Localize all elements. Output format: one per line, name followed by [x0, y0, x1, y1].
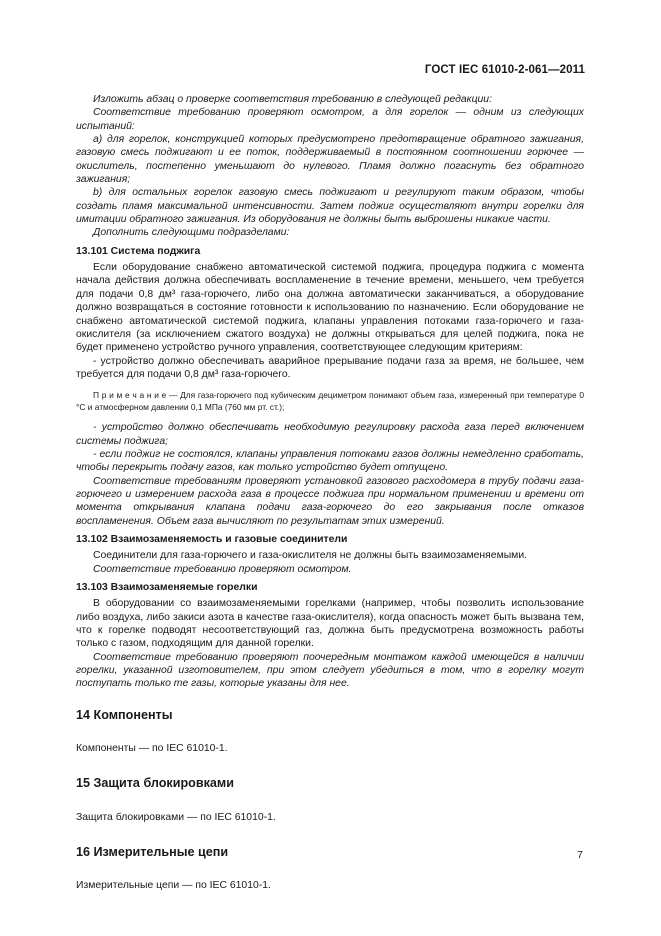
paragraph: - если поджиг не состоялся, клапаны управления потоками газов должны немедленно сработать, чтобы перекрыть подачу газов, как только устройство будет отпущено. [76, 448, 584, 474]
document-code: ГОСТ IEC 61010-2-061—2011 [424, 64, 585, 76]
paragraph: Соответствие требованию проверяют осмотром. [93, 563, 352, 575]
section-heading: 15 Защита блокировками [76, 776, 234, 791]
body-text [76, 93, 584, 893]
paragraph: - устройство должно обеспечивать необходимую регулировку расхода газа перед включением системы поджига; [76, 422, 584, 447]
section-heading: 14 Компоненты [76, 707, 173, 722]
paragraph: - устройство должно обеспечивать аварийное прерывание подачи газа за время, не большее, чем требуется для подачи 0,8 дм³ газа-горючего. [76, 355, 584, 380]
note: П р и м е ч а н и е — Для газа-горючего под кубическим дециметром понимают объем газа, измеренный при температуре 0 °С и атмосферном давлении 0,1 МПа (760 мм рт. ст.); [76, 390, 584, 413]
paragraph: Дополнить следующими подразделами: [93, 227, 290, 239]
section-body: Защита блокировками — по IEC 61010-1. [76, 811, 276, 823]
page-number: 7 [577, 849, 583, 861]
paragraph: Соответствие требованиям проверяют установкой газового расходомера в трубу подачи газа-горючего и измерением расхода газа в процессе поджига при нормальном применении и времени от момента открывания клапана подачи газа-горючего до его закрывания после отказов воспламенения. Объем газа вычисляют по результатам этих измерений. [76, 475, 584, 527]
paragraph: В оборудовании со взаимозаменяемыми горелками (например, чтобы позволить использование либо воздуха, либо закиси азота в качестве газа-окислителя), когда опасность может быть вызвана тем, что к горелке подводят несоответствующий газ, должна быть предусмотрена возможность работы только с газом, подходящим для данной горелки. [76, 598, 584, 650]
section-body: Компоненты — по IEC 61010-1. [76, 743, 228, 755]
paragraph: b) для остальных горелок газовую смесь поджигают и регулируют таким образом, чтобы создать пламя максимальной интенсивности. Затем поджиг осуществляют внутри горелки для имитации обратного зажигания. Из оборудования не должны быть выброшены никакие части. [76, 187, 584, 226]
section-heading: 16 Измерительные цепи [76, 845, 229, 860]
paragraph: Соответствие требованию проверяют поочередным монтажом каждой имеющейся в наличии горелки, указанной изготовителем, при этом следует убедиться в том, что в горелку могут поступать только те газы, которые указаны для нее. [76, 651, 584, 690]
paragraph: Если оборудование снабжено автоматической системой поджига, процедура поджига с момента начала действия должна обеспечивать воспламенение в течение времени, меньшего, чем требуется для подачи 0,8 дм³ газа-горючего, либо она должна автоматически заканчиваться, а оборудование должно возвращаться в состояние готовности к использованию по назначению. Если оборудование не снабжено автоматической системой поджига, клапаны управления потоками газа-горючего и газа-окислителя (за исключением сжатого воздуха) не должны открываться для целей поджига, пока не будет применено устройство ручного управления, соответствующее следующим критериям: [76, 262, 584, 354]
paragraph: Соответствие требованию проверяют осмотром, а для горелок — одним из следующих испытаний: [76, 107, 584, 132]
subsection-heading: 13.101 Система поджига [76, 245, 201, 257]
subsection-heading: 13.103 Взаимозаменяемые горелки [76, 582, 258, 593]
paragraph: а) для горелок, конструкцией которых предусмотрено предотвращение обратного зажигания, газовую смесь поджигают и ее поток, поддерживаемый в постоянном соотношении горючее — окислитель, постепенно уменьшают до нулевого. Пламя должно погаснуть без обратного зажигания; [76, 134, 584, 186]
paragraph: Соединители для газа-горючего и газа-окислителя не должны быть взаимозаменяемыми. [93, 550, 528, 562]
paragraph: Изложить абзац о проверке соответствия требованию в следующей редакции: [93, 94, 492, 105]
section-body: Измерительные цепи — по IEC 61010-1. [76, 880, 271, 892]
subsection-heading: 13.102 Взаимозаменяемость и газовые соединители [76, 533, 348, 545]
